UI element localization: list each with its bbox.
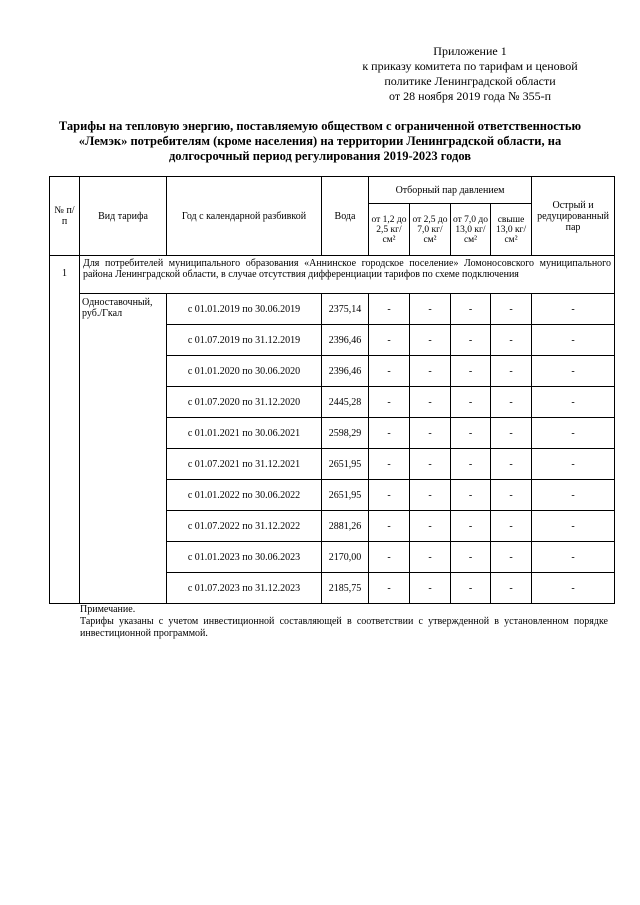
empty-value-cell: - [369,449,410,480]
period-cell: с 01.01.2023 по 30.06.2023 [167,542,322,573]
empty-value-cell: - [369,387,410,418]
water-value-cell: 2445,28 [322,387,369,418]
empty-value-cell: - [491,449,532,480]
header-steam-group: Отборный пар давлением [369,177,532,204]
section-number: 1 [50,256,80,604]
note-heading: Примечание. [80,604,136,615]
empty-value-cell: - [532,387,615,418]
water-value-cell: 2375,14 [322,294,369,325]
period-cell: с 01.07.2023 по 31.12.2023 [167,573,322,604]
empty-value-cell: - [532,511,615,542]
empty-value-cell: - [410,418,451,449]
empty-value-cell: - [491,294,532,325]
empty-value-cell: - [532,294,615,325]
empty-value-cell: - [410,480,451,511]
empty-value-cell: - [451,418,491,449]
water-value-cell: 2396,46 [322,325,369,356]
note-text: Тарифы указаны с учетом инвестиционной составляющей в соответствии с утвержденной в установленном порядке инвестиционной программой. [80,616,608,639]
water-value-cell: 2881,26 [322,511,369,542]
empty-value-cell: - [451,511,491,542]
empty-value-cell: - [532,573,615,604]
header-year: Год с календарной разбивкой [167,177,322,256]
tariff-table [49,176,615,604]
empty-value-cell: - [451,542,491,573]
empty-value-cell: - [451,573,491,604]
tariff-type-cell: Одноставочный, руб./Гкал [80,294,167,604]
period-cell: с 01.01.2021 по 30.06.2021 [167,418,322,449]
empty-value-cell: - [491,356,532,387]
period-cell: с 01.07.2021 по 31.12.2021 [167,449,322,480]
empty-value-cell: - [410,449,451,480]
empty-value-cell: - [491,418,532,449]
empty-value-cell: - [410,356,451,387]
empty-value-cell: - [491,511,532,542]
empty-value-cell: - [451,356,491,387]
header-steam-2: от 2,5 до 7,0 кг/см² [410,204,451,256]
empty-value-cell: - [369,511,410,542]
period-cell: с 01.01.2022 по 30.06.2022 [167,480,322,511]
header-sharp-steam: Острый и редуцированный пар [532,177,615,256]
header-steam-1: от 1,2 до 2,5 кг/см² [369,204,410,256]
period-cell: с 01.01.2019 по 30.06.2019 [167,294,322,325]
empty-value-cell: - [491,542,532,573]
empty-value-cell: - [451,294,491,325]
empty-value-cell: - [491,387,532,418]
water-value-cell: 2651,95 [322,480,369,511]
empty-value-cell: - [532,325,615,356]
title-line: Тарифы на тепловую энергию, поставляемую обществом с ограниченной ответственностью [58,119,582,133]
water-value-cell: 2170,00 [322,542,369,573]
empty-value-cell: - [410,294,451,325]
period-cell: с 01.07.2019 по 31.12.2019 [167,325,322,356]
header-steam-4: свыше 13,0 кг/см² [491,204,532,256]
empty-value-cell: - [369,325,410,356]
empty-value-cell: - [369,542,410,573]
period-cell: с 01.01.2020 по 30.06.2020 [167,356,322,387]
empty-value-cell: - [369,418,410,449]
period-cell: с 01.07.2020 по 31.12.2020 [167,387,322,418]
empty-value-cell: - [491,573,532,604]
empty-value-cell: - [410,325,451,356]
header-num: № п/п [50,177,80,256]
period-cell: с 01.07.2022 по 31.12.2022 [167,511,322,542]
empty-value-cell: - [369,480,410,511]
title-line: долгосрочный период регулирования 2019-2023 годов [168,149,472,163]
empty-value-cell: - [532,449,615,480]
empty-value-cell: - [369,356,410,387]
appendix-block [340,44,600,104]
empty-value-cell: - [410,387,451,418]
header-water: Вода [322,177,369,256]
appendix-line: к приказу комитета по тарифам и ценовой [362,59,578,73]
empty-value-cell: - [369,294,410,325]
empty-value-cell: - [532,418,615,449]
empty-value-cell: - [451,449,491,480]
empty-value-cell: - [410,542,451,573]
empty-value-cell: - [491,480,532,511]
empty-value-cell: - [451,480,491,511]
empty-value-cell: - [451,325,491,356]
empty-value-cell: - [532,356,615,387]
empty-value-cell: - [410,573,451,604]
empty-value-cell: - [491,325,532,356]
appendix-line: от 28 ноября 2019 года № 355-п [389,89,551,103]
header-steam-3: от 7,0 до 13,0 кг/см² [451,204,491,256]
empty-value-cell: - [451,387,491,418]
consumer-description: Для потребителей муниципального образования «Аннинское городское поселение» Ломоносовского муниципального района Ленинградской области, в случае отсутствия дифференциации тарифов по схеме подключения [80,256,615,294]
note-block [80,604,608,640]
water-value-cell: 2185,75 [322,573,369,604]
water-value-cell: 2651,95 [322,449,369,480]
water-value-cell: 2396,46 [322,356,369,387]
appendix-line: Приложение 1 [433,44,507,58]
empty-value-cell: - [369,573,410,604]
header-tariff-type: Вид тарифа [80,177,167,256]
title-line: «Лемэк» потребителям (кроме населения) на территории Ленинградской области, на [78,134,562,148]
appendix-line: политике Ленинградской области [384,74,556,88]
document-title [30,119,610,164]
empty-value-cell: - [532,480,615,511]
empty-value-cell: - [410,511,451,542]
water-value-cell: 2598,29 [322,418,369,449]
empty-value-cell: - [532,542,615,573]
table-row [50,294,615,325]
